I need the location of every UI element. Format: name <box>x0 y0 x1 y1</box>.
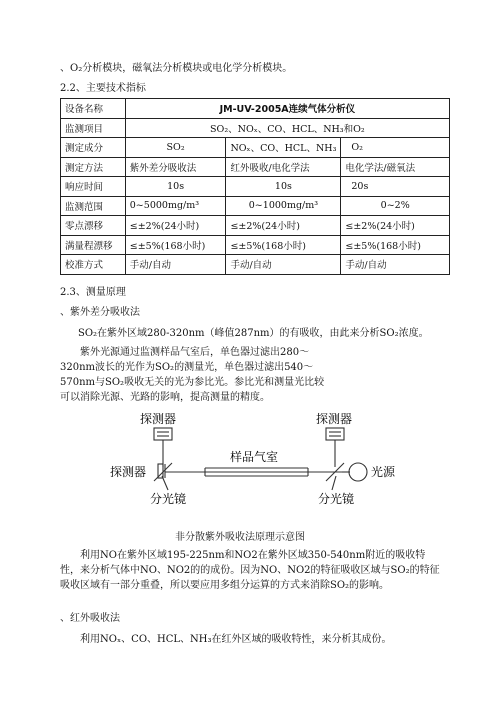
table-cell: 紫外差分吸收法 <box>125 157 226 177</box>
table-cell: O₂ <box>341 138 450 158</box>
table-cell: JM-UV-2005A连续气体分析仪 <box>125 99 449 119</box>
diagram-label-detector-top-right: 探测器 <box>316 412 353 426</box>
table-cell: 校准方式 <box>61 255 126 275</box>
table-cell: 监测项目 <box>61 118 126 138</box>
section-heading-2-3: 2.3、测量原理 <box>60 287 126 298</box>
table-cell: ≤±2%(24小时) <box>125 216 226 236</box>
table-row <box>61 196 450 216</box>
table-cell: 电化学法/磁氧法 <box>341 157 450 177</box>
diagram-label-splitter-right: 分光镜 <box>318 492 355 506</box>
spec-table <box>60 98 450 275</box>
ir-method-line: 利用NOₓ、CO、HCL、NH₃在红外区域的吸收特性，来分析其成份。 <box>80 634 392 645</box>
intro-line: 、O₂分析模块，磁氧法分析模块或电化学分析模块。 <box>60 63 293 74</box>
table-cell: 测定方法 <box>61 157 126 177</box>
table-cell: 0~2% <box>341 196 450 216</box>
no-no2-paragraph: 利用NO在紫外区域195-225nm和NO2在紫外区域350-540nm附近的吸收特性，来分析气体中NO、NO2的的成份。因为NO、NO2的特征吸收区域与SO₂的特征吸收区域有一部分重叠，所以要应用多组分运算的方式来消除SO₂的影响。 <box>60 550 440 591</box>
table-cell: 10s <box>226 177 341 197</box>
table-row <box>61 177 450 197</box>
table-cell: 红外吸收/电化学法 <box>226 157 341 177</box>
table-row <box>61 216 450 236</box>
table-cell: ≤±5%(168小时) <box>341 235 450 255</box>
table-cell: 手动/自动 <box>125 255 226 275</box>
diagram-label-detector-left: 探测器 <box>110 465 147 479</box>
table-cell: 0~1000mg/m³ <box>226 196 341 216</box>
table-cell: 零点漂移 <box>61 216 126 236</box>
table-cell: ≤±2%(24小时) <box>341 216 450 236</box>
table-row <box>61 235 450 255</box>
table-cell: ≤±5%(168小时) <box>226 235 341 255</box>
table-row <box>61 99 450 119</box>
uv-principle-paragraph: 紫外光源通过监测样品气室后，单色器过滤出280～320nm波长的光作为SO₂的测量光，单色器过滤出540～570nm与SO₂吸收无关的光为参比光。参比光和测量光比较可以消除光源、光路的影响，提高测量的精度。 <box>60 347 325 403</box>
diagram-label-sample-cell: 样品气室 <box>230 450 279 464</box>
ir-method-title: 、红外吸收法 <box>60 613 120 624</box>
table-cell: 0~5000mg/m³ <box>125 196 226 216</box>
table-cell: ≤±2%(24小时) <box>226 216 341 236</box>
section-heading-2-2: 2.2、主要技术指标 <box>60 83 146 94</box>
table-row <box>61 118 450 138</box>
table-cell: 设备名称 <box>61 99 126 119</box>
uv-intro-line: SO₂在紫外区域280-320nm（峰值287nm）的有吸收，由此来分析SO₂浓度。 <box>78 328 429 339</box>
diagram-caption: 非分散紫外吸收法原理示意图 <box>175 532 305 543</box>
table-cell: 20s <box>341 177 450 197</box>
uv-method-title: 、紫外差分吸收法 <box>60 307 140 318</box>
uv-absorption-diagram <box>110 412 490 522</box>
table-cell: 响应时间 <box>61 177 126 197</box>
table-cell: SO₂ <box>125 138 226 158</box>
table-cell: 满量程漂移 <box>61 235 126 255</box>
table-row <box>61 255 450 275</box>
table-cell: 手动/自动 <box>226 255 341 275</box>
table-cell: 手动/自动 <box>341 255 450 275</box>
diagram-label-detector-top-left: 探测器 <box>140 412 177 426</box>
diagram-label-splitter-left: 分光镜 <box>150 492 187 506</box>
table-cell: ≤±5%(168小时) <box>125 235 226 255</box>
table-row <box>61 138 450 158</box>
table-row <box>61 157 450 177</box>
table-cell: SO₂、NOₓ、CO、HCL、NH₃和O₂ <box>125 118 449 138</box>
diagram-label-light-source: 光源 <box>371 465 396 479</box>
table-cell: 测定成分 <box>61 138 126 158</box>
table-cell: 监测范围 <box>61 196 126 216</box>
table-cell: 10s <box>125 177 226 197</box>
table-cell: NOₓ、CO、HCL、NH₃ <box>226 138 341 158</box>
